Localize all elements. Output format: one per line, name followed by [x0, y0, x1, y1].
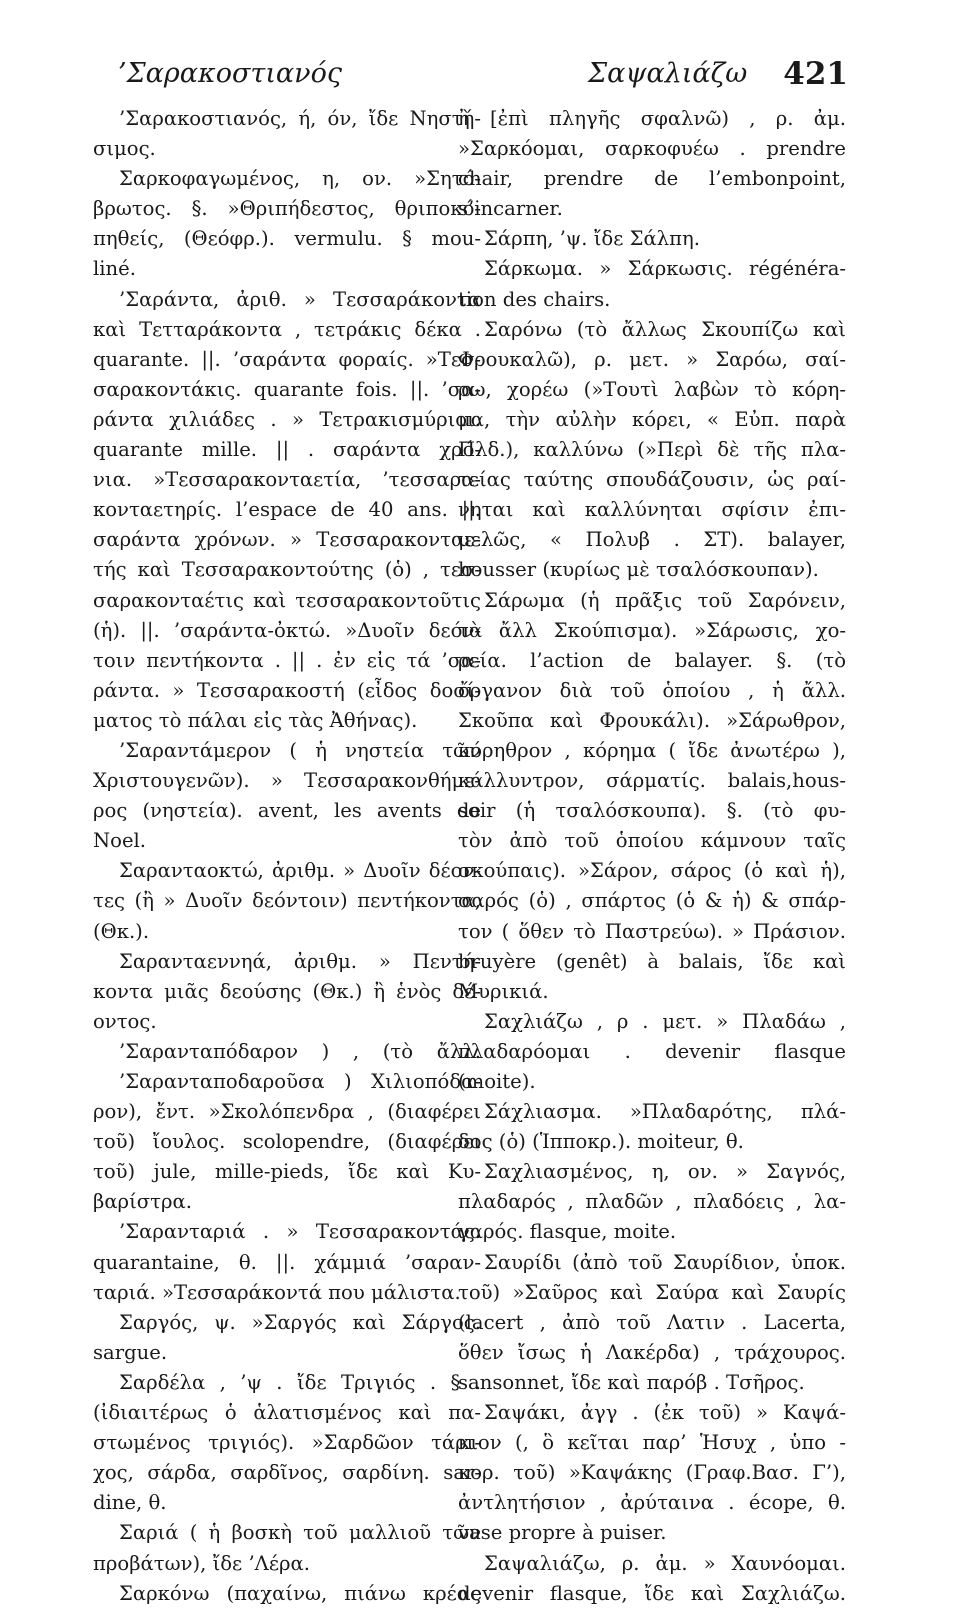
text-line: τοῦ) »Σαῦρος καὶ Σαύρα καὶ Σαυρίς [458, 1280, 846, 1304]
text-line: Σάρπη, ’ψ. ἴδε Σάλπη. [484, 227, 700, 251]
text-line: τείας ταύτης σπουδάζουσιν, ὡς ραί- [458, 468, 846, 492]
text-line: ἢ [ἐπὶ πληγῆς σφαλνῶ) , ρ. ἀμ. [458, 107, 846, 130]
left-column [93, 104, 481, 1609]
text-line: σκούπαις). »Σάρον, σάρος (ὁ καὶ ἡ), [458, 859, 846, 883]
text-line: ρον), ἔντ. »Σκολόπενδρα , (διαφέρει [93, 1100, 481, 1124]
text-line: ὄργανον διὰ τοῦ ὁποίου , ἡ ἄλλ. [458, 678, 846, 702]
text-line: Σαυρίδι (ἀπὸ τοῦ Σαυρίδιον, ὑποκ. [484, 1250, 846, 1274]
text-line: Σαρδέλα , ’ψ . ἴδε Τριγιός . § . [119, 1370, 481, 1394]
text-line: ταριά. »Τεσσαράκοντά που μάλιστα. [93, 1280, 461, 1304]
header-right-word: Σαψαλιάζω [588, 58, 748, 89]
text-line: Σαψάκι, ἀγγ . (ἐκ τοῦ) » Καψά- [484, 1401, 846, 1425]
text-line: τες (ἢ » Δυοῖν δεόντοιν) πεντήκοντα, [93, 889, 481, 913]
text-line: δος (ὁ) (Ἱπποκρ.). moiteur, θ. [458, 1130, 744, 1154]
text-line: Σάρωμα (ἡ πρᾶξις τοῦ Σαρόνειν, [484, 588, 846, 612]
text-line: μα, τὴν αὐλὴν κόρει, « Εὐπ. παρὰ [458, 407, 846, 431]
text-line: χος, σάρδα, σαρδῖνος, σαρδίνη. sar- [93, 1461, 481, 1485]
text-line: σαρακονταέτις καὶ τεσσαρακοντοῦτις [93, 588, 481, 612]
text-line: s’incarner. [458, 197, 563, 221]
text-line: liné. [93, 257, 136, 281]
text-line: τον ( ὅθεν τὸ Παστρεύω). » Πράσιον. [458, 919, 846, 943]
text-line: κοντα μιᾶς δεούσης (Θκ.) ἢ ἑνὸς δέ- [93, 979, 481, 1003]
page-number: 421 [783, 56, 848, 92]
text-line: βρωτος. §. »Θριπήδεστος, θριποκό- [93, 197, 481, 221]
text-line: τοῦ) jule, mille-pieds, ἴδε καὶ Κυ- [93, 1160, 481, 1184]
text-line: dine, θ. [93, 1491, 167, 1515]
text-line: quarante. ||. ’σαράντα φοραίς. »Τεσ- [93, 347, 481, 371]
text-line: quarantaine, θ. ||. χάμμιά ’σαραν- [93, 1250, 481, 1274]
text-line: (lacert , ἀπὸ τοῦ Λατιν . Lacerta, [458, 1310, 846, 1334]
running-header [118, 56, 848, 100]
text-line: σιμος. [93, 137, 156, 161]
text-line: Σαψαλιάζω, ρ. ἀμ. » Χαυνόομαι. [484, 1551, 846, 1575]
text-line: οντος. [93, 1009, 157, 1033]
text-line: ρος (νηστεία). avent, les avents de [93, 799, 481, 823]
text-line: τὰ ἄλλ Σκούπισμα). »Σάρωσις, χο- [458, 618, 846, 642]
text-line: πλαδαρόομαι . devenir flasque [458, 1039, 846, 1063]
text-line: ρεία. l’action de balayer. §. (τὸ [458, 648, 846, 672]
text-line: Σάχλιασμα. »Πλαδαρότης, πλά- [484, 1100, 846, 1124]
text-line: Πλδ.), καλλύνω (»Περὶ δὲ τῆς πλα- [458, 438, 846, 462]
text-line: γαρός. flasque, moite. [458, 1220, 677, 1244]
text-line: τὸν ἀπὸ τοῦ ὁποίου κάμνουν ταῖς [458, 829, 846, 853]
text-line: προβάτων), ἴδε ’Λέρα. [93, 1551, 310, 1575]
text-line: »Σαρκόομαι, σαρκοφυέω . prendre [458, 137, 846, 161]
text-line: σαρακοντάκις. quarante fois. ||. ’σα- [93, 377, 481, 401]
text-line: κάλλυντρον, σάρματίς. balais,hous- [458, 769, 846, 793]
text-line: τοιν πεντήκοντα . || . ἐν εἰς τά ’σα- [93, 648, 481, 672]
text-line: Φρουκαλῶ), ρ. μετ. » Σαρόω, σαί- [458, 347, 846, 371]
text-line: devenir flasque, ἴδε καὶ Σαχλιάζω. [458, 1581, 846, 1605]
text-line: Σκοῦπα καὶ Φρουκάλι). »Σάρωθρον, [458, 708, 846, 732]
text-line: Noel. [93, 829, 147, 853]
text-line: chair, prendre de l’embonpoint, [458, 167, 846, 191]
text-line: ρω, χορέω (»Τουτὶ λαβὼν τὸ κόρη- [458, 377, 846, 401]
text-line: Σαχλιασμένος, η, ον. » Σαγνός, [484, 1160, 846, 1184]
text-line: ’Σαρανταριά . » Τεσσαρακοντάς. [119, 1220, 481, 1244]
text-line: Σαρανταεννηά, ἀριθμ. » Πεντή- [119, 949, 481, 973]
text-line: Χριστουγενῶν). » Τεσσαρακονθήμε- [93, 769, 481, 793]
text-line: ράντα. » Τεσσαρακοστή (εἶδος δοσί- [93, 678, 481, 702]
text-line: soir (ἡ τσαλόσκουπα). §. (τὸ φυ- [458, 799, 846, 823]
text-line: tion des chairs. [458, 287, 611, 311]
text-line: sansonnet, ἴδε καὶ παρόβ . Τσῆρος. [458, 1370, 805, 1394]
text-line: νηται καὶ καλλύνηται σφίσιν ἐπι- [458, 498, 846, 522]
text-line: Σαχλιάζω , ρ . μετ. » Πλαδάω , [484, 1009, 846, 1033]
text-line: ’Σαρανταπόδαρον ) , (τὸ ἄλλ. [119, 1039, 481, 1063]
text-line: (ἰδιαιτέρως ὁ ἁλατισμένος καὶ πα- [93, 1401, 481, 1425]
text-line: (Θκ.). [93, 919, 150, 943]
text-line: ’Σαρακοστιανός, ή, όν, ἴδε Νηστή- [119, 107, 481, 130]
text-line: Σαρκοφαγωμένος, η, ον. »Σητό- [119, 167, 481, 191]
text-line: housser (κυρίως μὲ τσαλόσκουπαν). [458, 558, 819, 582]
text-line: στωμένος τριγιός). »Σαρδῶον τάρι- [93, 1431, 481, 1455]
text-line: πηθείς, (Θεόφρ.). vermulu. § mou- [93, 227, 481, 251]
text-line: πλαδαρός , πλαδῶν , πλαδόεις , λα- [458, 1190, 846, 1214]
right-column [458, 104, 846, 1609]
text-line: Σαρόνω (τὸ ἄλλως Σκουπίζω καὶ [484, 317, 846, 341]
text-line: κόρηθρον , κόρημα ( ἴδε ἀνωτέρω ), [458, 738, 846, 762]
text-line: τοῦ) ἴουλος. scolopendre, (διαφέρει [93, 1130, 481, 1154]
text-line: (moite). [458, 1070, 536, 1093]
text-line: νια. »Τεσσαρακονταετία, ’τεσσαρα- [93, 468, 481, 492]
text-line: ’Σαρανταποδαροῦσα ) Χιλιοπόδα- [119, 1070, 481, 1093]
text-line: κορ. τοῦ) »Καψάκης (Γραφ.Βασ. Γ’), [458, 1461, 846, 1485]
text-line: καὶ Τετταράκοντα , τετράκις δέκα . [93, 317, 481, 341]
text-line: κονταετηρίς. l’espace de 40 ans. ||. [93, 498, 481, 522]
text-line: Σάρκωμα. » Σάρκωσις. régénéra- [484, 257, 846, 281]
text-line: Σαρκόνω (παχαίνω, πιάνω κρέας [119, 1581, 481, 1605]
text-line: τής καὶ Τεσσαρακοντούτης (ὁ) , τεσ- [93, 558, 481, 582]
text-line: (ἡ). ||. ’σαράντα-ὀκτώ. »Δυοῖν δεόν- [93, 618, 481, 642]
text-line: ράντα χιλιάδες . » Τετρακισμύριοι. [93, 407, 481, 431]
text-line: μελῶς, « Πολυβ . ΣΤ). balayer, [458, 528, 846, 552]
text-line: ματος τὸ πάλαι εἰς τὰς Ἀθήνας). [93, 708, 418, 732]
text-line: ὅθεν ἴσως ἡ Λακέρδα) , τράχουρος. [458, 1340, 846, 1364]
text-line: quarante mille. || . σαράντα χρό- [93, 438, 481, 462]
text-line: vase propre à puiser. [458, 1521, 667, 1545]
header-left-word: ’Σαρακοστιανός [118, 58, 342, 89]
text-line: ἀντλητήσιον , ἀρύταινα . écope, θ. [458, 1491, 846, 1515]
text-line: σαρός (ὁ) , σπάρτος (ὁ & ἡ) & σπάρ- [458, 889, 846, 913]
text-line: βαρίστρα. [93, 1190, 192, 1214]
text-line: sargue. [93, 1340, 168, 1364]
text-line: Μυρικιά. [458, 979, 549, 1003]
text-line: ’Σαραντάμερον ( ἡ νηστεία τῶν [119, 738, 481, 762]
text-line: σαράντα χρόνων. » Τεσσαρακονταε- [93, 528, 481, 552]
text-line: Σαρανταοκτώ, ἀριθμ. » Δυοῖν δέον- [119, 859, 481, 883]
text-line: bruyère (genêt) à balais, ἴδε καὶ [458, 949, 846, 973]
text-line: ’Σαράντα, ἀριθ. » Τεσσαράκοντα [119, 287, 481, 311]
text-line: Σαργός, ψ. »Σαργός καὶ Σάργος. [119, 1310, 481, 1334]
text-line: κιον (, ὃ κεῖται παρ’ Ἡσυχ , ὑπο - [458, 1431, 846, 1455]
text-line: Σαριά ( ἡ βοσκὴ τοῦ μαλλιοῦ τῶν [119, 1521, 481, 1545]
